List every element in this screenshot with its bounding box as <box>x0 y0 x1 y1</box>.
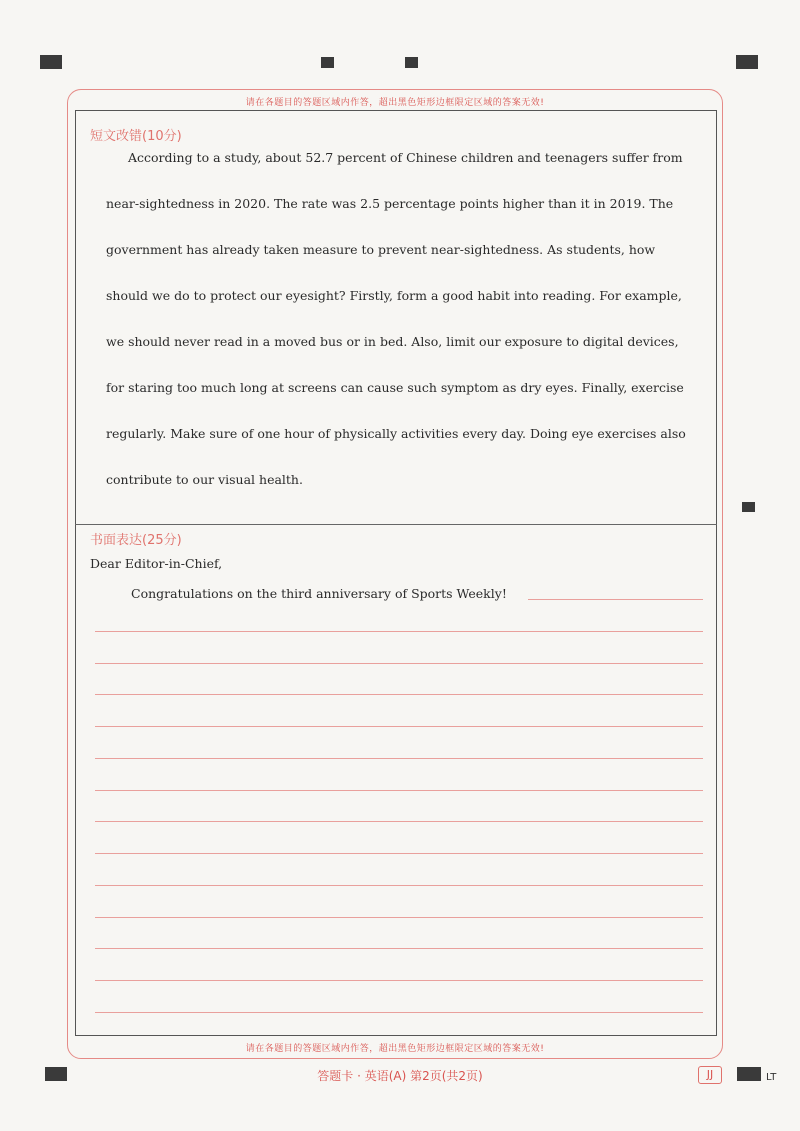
essay-line-4: should we do to protect our eyesight? Firstly, form a good habit into reading. For example, <box>106 288 682 303</box>
writing-line[interactable] <box>95 663 703 664</box>
letter-first-line: Congratulations on the third anniversary of Sports Weekly! <box>131 586 507 601</box>
page-footer: 答题卡 · 英语(A) 第2页(共2页) <box>317 1069 483 1083</box>
registration-mark-right-middle <box>742 502 755 512</box>
top-instruction: 请在各题目的答题区域内作答，超出黑色矩形边框限定区域的答案无效! <box>245 98 545 108</box>
essay-line-2: near-sightedness in 2020. The rate was 2.5 percentage points higher than it in 2019. The <box>106 196 674 211</box>
writing-line[interactable] <box>95 631 703 632</box>
writing-line[interactable] <box>95 948 703 949</box>
writing-line[interactable] <box>528 599 703 600</box>
registration-mark-top-left <box>40 55 62 69</box>
version-code: JJ <box>698 1066 722 1084</box>
essay-line-5: we should never read in a moved bus or in bed. Also, limit our exposure to digital devices, <box>106 334 679 349</box>
writing-line[interactable] <box>95 885 703 886</box>
writing-line[interactable] <box>95 917 703 918</box>
corner-label: LT <box>766 1072 777 1083</box>
essay-line-6: for staring too much long at screens can cause such symptom as dry eyes. Finally, exercise <box>106 380 684 395</box>
writing-line[interactable] <box>95 853 703 854</box>
essay-line-1: According to a study, about 52.7 percent of Chinese children and teenagers suffer from <box>128 150 683 165</box>
bottom-instruction: 请在各题目的答题区域内作答，超出黑色矩形边框限定区域的答案无效! <box>245 1044 545 1054</box>
writing-line[interactable] <box>95 726 703 727</box>
section-divider <box>75 524 717 525</box>
registration-mark-top-right <box>736 55 758 69</box>
essay-line-3: government has already taken measure to prevent near-sightedness. As students, how <box>106 242 656 257</box>
writing-line[interactable] <box>95 980 703 981</box>
essay-line-7: regularly. Make sure of one hour of physically activities every day. Doing eye exercises also <box>106 426 686 441</box>
writing-line[interactable] <box>95 1012 703 1013</box>
error-correction-title: 短文改错(10分) <box>90 129 182 144</box>
writing-line[interactable] <box>95 821 703 822</box>
essay-line-8: contribute to our visual health. <box>106 472 303 487</box>
writing-line[interactable] <box>95 694 703 695</box>
letter-salutation: Dear Editor-in-Chief, <box>90 556 223 571</box>
writing-line[interactable] <box>95 790 703 791</box>
writing-line[interactable] <box>95 758 703 759</box>
registration-mark-top-center-left <box>321 57 334 68</box>
writing-title: 书面表达(25分) <box>90 533 182 548</box>
registration-mark-top-center-right <box>405 57 418 68</box>
